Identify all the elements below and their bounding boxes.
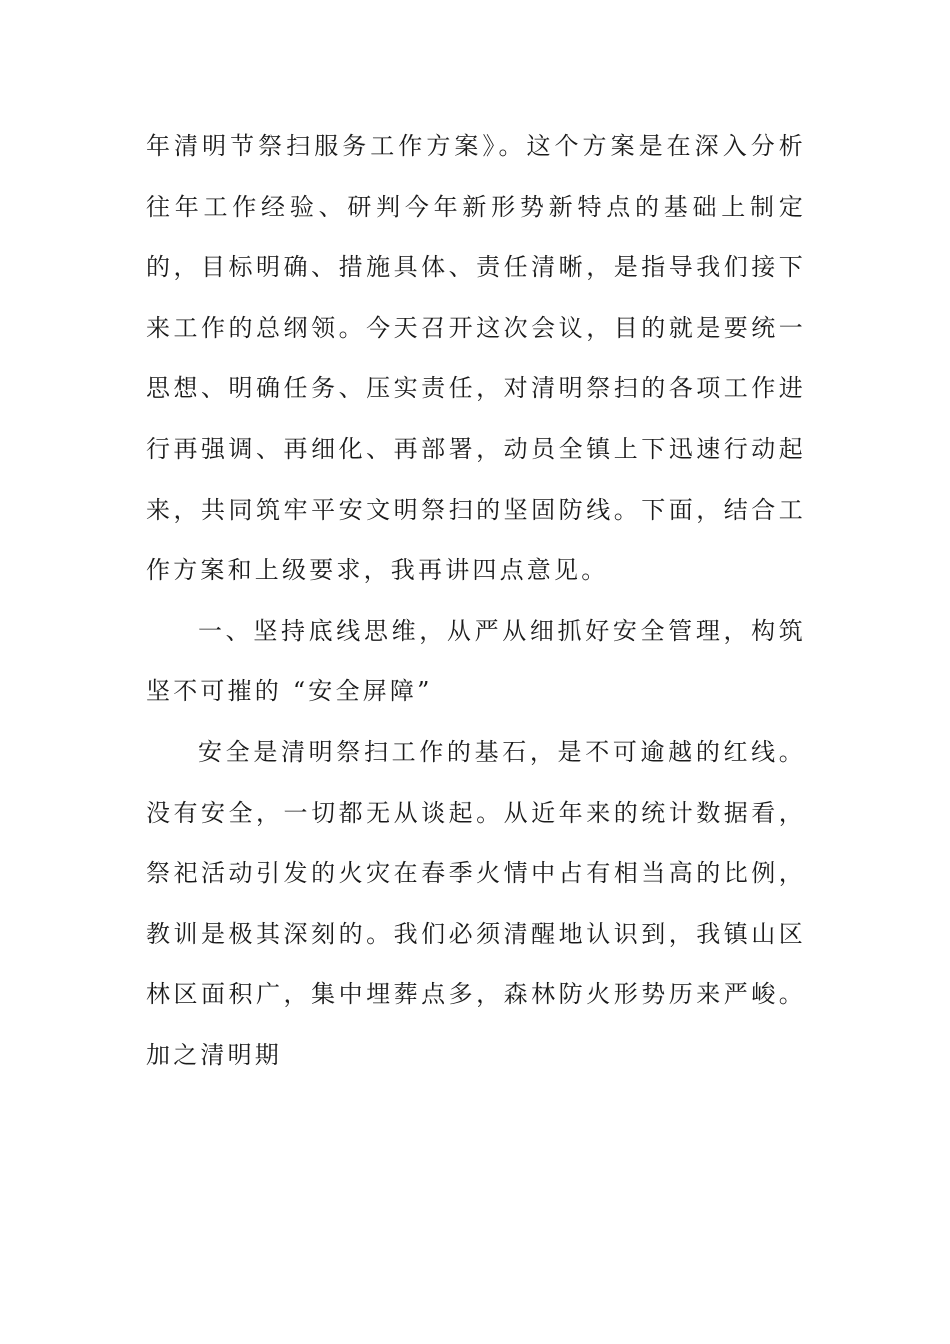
body-paragraph-safety: 安全是清明祭扫工作的基石，是不可逾越的红线。没有安全，一切都无从谈起。从近年来的统计数据看，祭祀活动引发的火灾在春季火情中占有相当高的比例，教训是极其深刻的。我们必须清醒地认识到，我镇山区林区面积广，集中埋葬点多，森林防火形势历来严峻。加之清明期 <box>146 737 806 1069</box>
body-paragraph-intro: 年清明节祭扫服务工作方案》。这个方案是在深入分析往年工作经验、研判今年新形势新特点的基础上制定的，目标明确、措施具体、责任清晰，是指导我们接下来工作的总纲领。今天召开这次会议，目的就是要统一思想、明确任务、压实责任，对清明祭扫的各项工作进行再强调、再细化、再部署，动员全镇上下迅速行动起来，共同筑牢平安文明祭扫的坚固防线。下面，结合工作方案和上级要求，我再讲四点意见。 <box>146 132 806 585</box>
section-heading-safety: 一、坚持底线思维，从严从细抓好安全管理，构筑坚不可摧的 “安全屏障” <box>146 616 806 706</box>
document-body <box>146 116 806 1086</box>
